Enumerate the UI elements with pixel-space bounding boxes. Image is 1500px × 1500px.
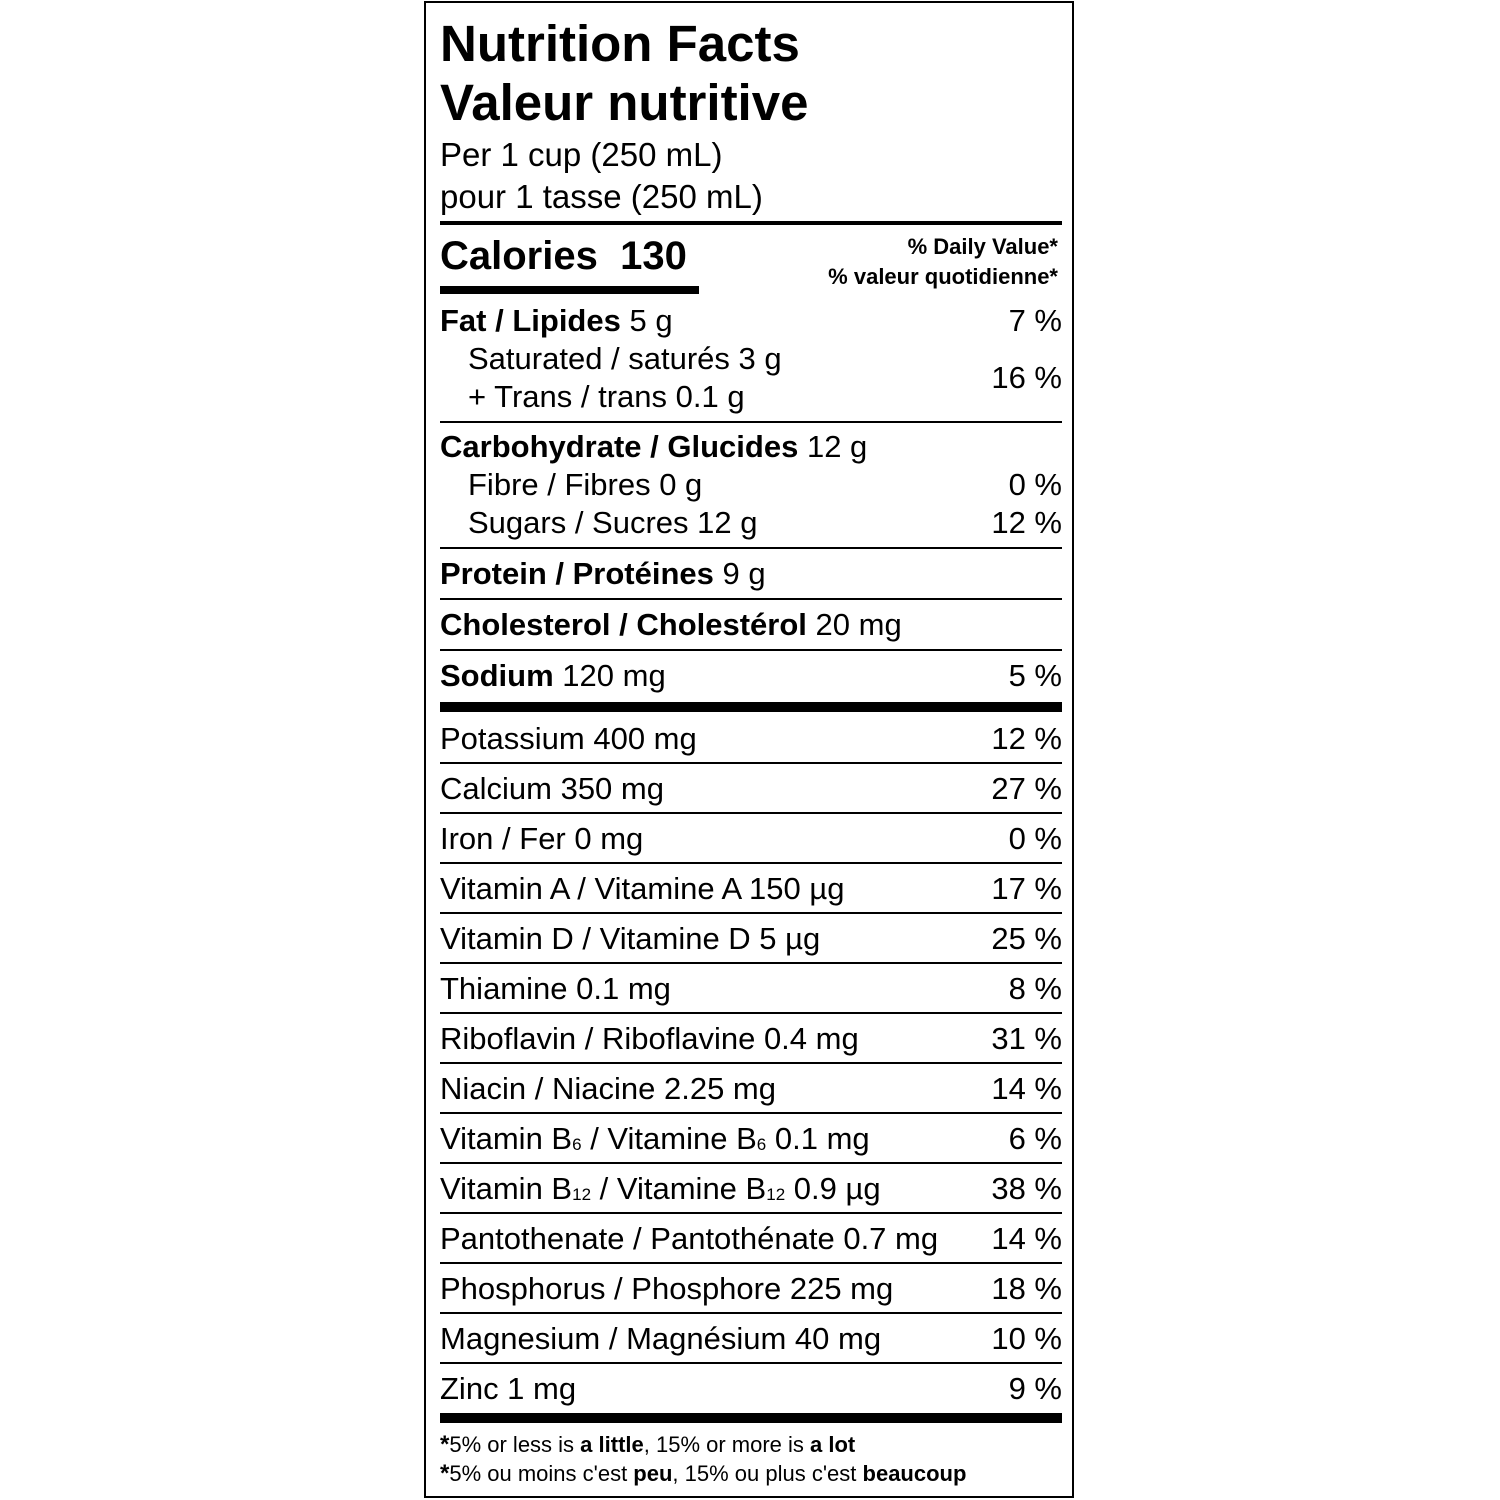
protein-row [440, 554, 1062, 594]
micronutrient-row [440, 1319, 1062, 1359]
carbohydrate-row [440, 427, 1062, 467]
nutrient-daily-value: 10 % [991, 1321, 1062, 1356]
divider [440, 812, 1062, 814]
micronutrient-row [440, 969, 1062, 1009]
fat-daily-value: 7 % [1008, 303, 1062, 338]
nutrient-daily-value: 0 % [1008, 821, 1062, 856]
nutrient-label: Vitamin $B_{12}$ / Vitamine $B_{12}$ 0.9 µg [440, 1171, 881, 1206]
fat-name: Fat / Lipides [440, 303, 621, 338]
saturated-trans-daily-value: 16 % [991, 360, 1062, 395]
divider [440, 962, 1062, 964]
fibre-label: Fibre / Fibres 0 g [468, 467, 703, 502]
nutrient-daily-value: 27 % [991, 771, 1062, 806]
footnote-emphasis: peu [633, 1461, 673, 1486]
cholesterol-row [440, 605, 1062, 645]
divider [440, 1112, 1062, 1114]
nutrient-label: Vitamin $B_6$ / Vitamine $B_6$ 0.1 mg [440, 1121, 870, 1156]
divider [440, 649, 1062, 651]
micronutrient-row [440, 769, 1062, 809]
thick-divider [440, 702, 1062, 712]
divider [440, 862, 1062, 864]
micronutrient-row [440, 1219, 1062, 1259]
sodium-daily-value: 5 % [1008, 658, 1062, 693]
nutrient-label: Vitamin A / Vitamine A 150 µg [440, 871, 845, 906]
daily-value-heading-french: % valeur quotidienne* [828, 264, 1058, 289]
nutrient-daily-value: 12 % [991, 721, 1062, 756]
title-french: Valeur nutritive [440, 74, 809, 131]
sugars-daily-value: 12 % [991, 505, 1062, 540]
fat-amount: 5 g [629, 303, 673, 338]
footnote-emphasis: a lot [810, 1432, 856, 1457]
nutrient-daily-value: 9 % [1008, 1371, 1062, 1406]
nutrient-daily-value: 14 % [991, 1071, 1062, 1106]
footnote-emphasis: beaucoup [862, 1461, 967, 1486]
daily-value-heading-english: % Daily Value* [907, 234, 1058, 259]
divider [440, 1162, 1062, 1164]
calories-value: 130 [620, 234, 687, 278]
saturated-fat-label: Saturated / saturés 3 g [468, 341, 782, 376]
sugars-row [440, 503, 1062, 543]
nutrition-facts-panel [424, 1, 1074, 1498]
asterisk-icon: * [440, 1431, 450, 1458]
divider [440, 762, 1062, 764]
calories-label: Calories [440, 234, 598, 278]
divider [440, 1262, 1062, 1264]
nutrient-daily-value: 17 % [991, 871, 1062, 906]
divider [440, 1062, 1062, 1064]
nutrient-daily-value: 31 % [991, 1021, 1062, 1056]
cholesterol-amount: 20 mg [815, 607, 902, 642]
divider [440, 912, 1062, 914]
nutrient-label: Potassium 400 mg [440, 721, 697, 756]
divider [440, 1012, 1062, 1014]
divider [440, 421, 1062, 423]
divider [440, 1212, 1062, 1214]
divider [440, 221, 1062, 225]
footnote-text: , 15% or more is [643, 1432, 811, 1457]
nutrient-daily-value: 38 % [991, 1171, 1062, 1206]
footnote-french [440, 1460, 966, 1488]
trans-fat-label: + Trans / trans 0.1 g [468, 379, 745, 414]
nutrient-label: Calcium 350 mg [440, 771, 664, 806]
footnote-emphasis: a little [580, 1432, 644, 1457]
calories-underline [440, 286, 699, 294]
micronutrient-row [440, 1269, 1062, 1309]
nutrient-daily-value: 14 % [991, 1221, 1062, 1256]
nutrient-label: Zinc 1 mg [440, 1371, 577, 1406]
protein-name: Protein / Protéines [440, 556, 714, 591]
micronutrient-row [440, 1019, 1062, 1059]
fibre-row [440, 465, 1062, 505]
divider [440, 598, 1062, 600]
cholesterol-name: Cholesterol / Cholestérol [440, 607, 807, 642]
micronutrient-row [440, 1169, 1062, 1209]
footnote-text: , 15% ou plus c'est [672, 1461, 863, 1486]
micronutrient-row [440, 1119, 1062, 1159]
nutrient-label: Niacin / Niacine 2.25 mg [440, 1071, 776, 1106]
footnote-text: 5% ou moins c'est [449, 1461, 634, 1486]
carbohydrate-amount: 12 g [806, 429, 868, 464]
nutrient-daily-value: 18 % [991, 1271, 1062, 1306]
micronutrient-row [440, 919, 1062, 959]
micronutrient-row [440, 1069, 1062, 1109]
nutrient-label: Magnesium / Magnésium 40 mg [440, 1321, 882, 1356]
carbohydrate-name: Carbohydrate / Glucides [440, 429, 799, 464]
nutrient-daily-value: 6 % [1008, 1121, 1062, 1156]
micronutrient-row [440, 869, 1062, 909]
serving-size-english: Per 1 cup (250 mL) [440, 136, 723, 173]
sodium-name: Sodium [440, 658, 554, 693]
nutrient-label: Vitamin D / Vitamine D 5 µg [440, 921, 821, 956]
nutrient-daily-value: 25 % [991, 921, 1062, 956]
thick-divider [440, 1413, 1062, 1423]
divider [440, 1312, 1062, 1314]
micronutrient-row [440, 1369, 1062, 1409]
divider [440, 547, 1062, 549]
sodium-amount: 120 mg [562, 658, 666, 693]
sodium-row [440, 656, 1062, 696]
fat-row [440, 301, 1062, 341]
nutrient-label: Pantothenate / Pantothénate 0.7 mg [440, 1221, 939, 1256]
sugars-label: Sugars / Sucres 12 g [468, 505, 758, 540]
nutrient-label: Thiamine 0.1 mg [440, 971, 671, 1006]
calories-line [440, 233, 687, 279]
micronutrient-row [440, 819, 1062, 859]
footnote-english [440, 1431, 855, 1459]
nutrient-label: Phosphorus / Phosphore 225 mg [440, 1271, 894, 1306]
nutrient-label: Iron / Fer 0 mg [440, 821, 644, 856]
saturated-trans-dv-row [440, 358, 1062, 398]
title-english: Nutrition Facts [440, 15, 800, 72]
asterisk-icon: * [440, 1460, 450, 1487]
fibre-daily-value: 0 % [1008, 467, 1062, 502]
protein-amount: 9 g [722, 556, 766, 591]
footnote-text: 5% or less is [449, 1432, 581, 1457]
micronutrient-row [440, 719, 1062, 759]
serving-size-french: pour 1 tasse (250 mL) [440, 178, 763, 215]
divider [440, 1362, 1062, 1364]
nutrient-label: Riboflavin / Riboflavine 0.4 mg [440, 1021, 859, 1056]
nutrient-daily-value: 8 % [1008, 971, 1062, 1006]
